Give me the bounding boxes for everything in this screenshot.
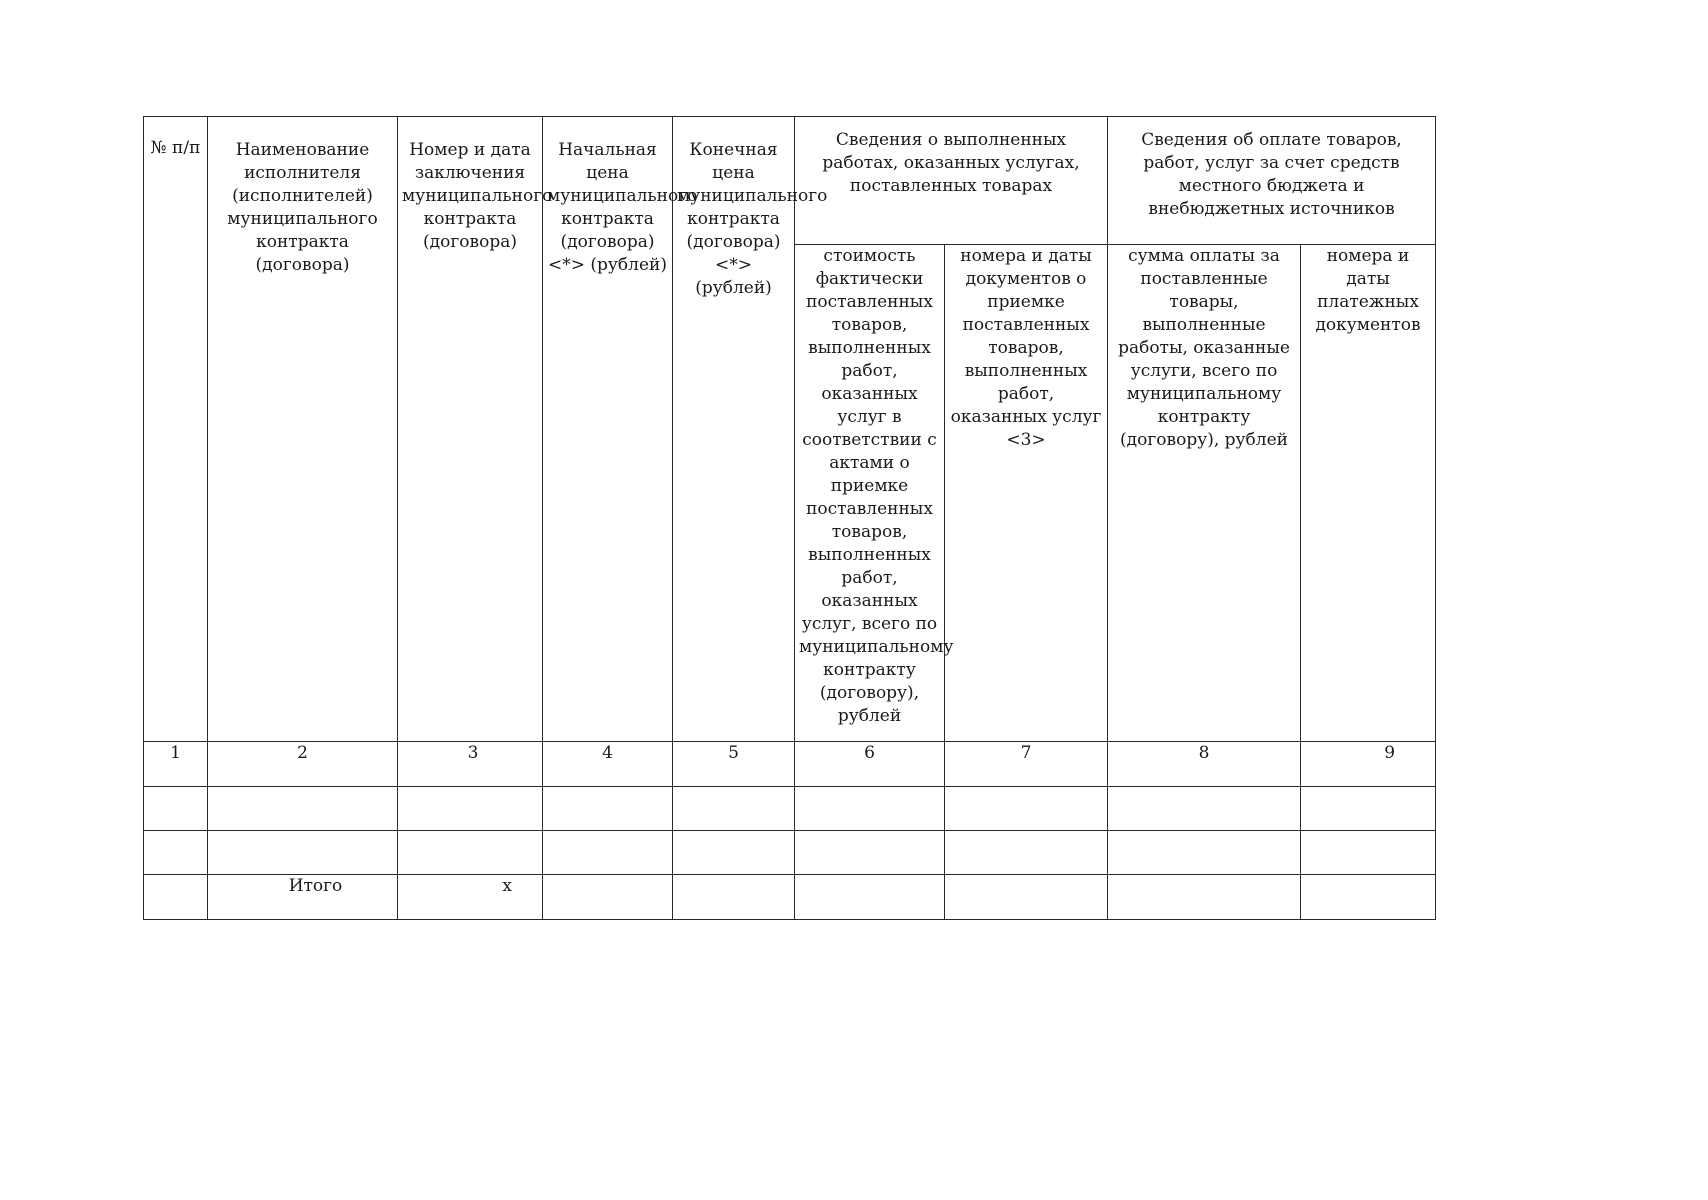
table-cell [144,787,208,831]
table-cell [398,831,543,875]
table-cell [795,875,945,920]
column-number-6: 6 [795,742,945,787]
table-cell [795,787,945,831]
total-label: Итого [208,875,398,920]
header-payment-sum: сумма оплаты за поставленные товары, выполненные работы, оказанные услуги, всего по муниципальному контракту (договору), рублей [1108,245,1301,742]
column-number-9: 9 [1301,742,1436,787]
header-row-1 [144,117,1436,245]
column-number-8: 8 [1108,742,1301,787]
table-cell [1108,875,1301,920]
header-num: № п/п [144,117,208,742]
table-cell [398,787,543,831]
total-row [144,875,1436,920]
table-cell [144,875,208,920]
header-contract-number-date: Номер и дата заключения муниципального контракта (договора) [398,117,543,742]
total-contract-mark: x [398,875,543,920]
table-cell [208,787,398,831]
table-cell [945,831,1108,875]
column-number-1: 1 [144,742,208,787]
header-initial-price: Начальная цена муниципального контракта (договора) <*> (рублей) [543,117,673,742]
header-final-price: Конечная цена муниципального контракта (договора) <*> (рублей) [673,117,795,742]
table-cell [945,875,1108,920]
column-numbers-row [144,742,1436,787]
header-group-payments: Сведения об оплате товаров, работ, услуг за счет средств местного бюджета и внебюджетных источников [1108,117,1436,245]
table-cell [1108,787,1301,831]
table-cell [1301,875,1436,920]
column-number-7: 7 [945,742,1108,787]
table-cell [543,787,673,831]
table-cell [208,831,398,875]
header-group-completed-works: Сведения о выполненных работах, оказанных услугах, поставленных товарах [795,117,1108,245]
header-payment-docs: номера и даты платежных документов [1301,245,1436,742]
column-number-3: 3 [398,742,543,787]
table-cell [673,787,795,831]
table-row [144,787,1436,831]
column-number-5: 5 [673,742,795,787]
table-row [144,831,1436,875]
table-cell [795,831,945,875]
report-table [143,116,1436,920]
table-cell [945,787,1108,831]
table-cell [1108,831,1301,875]
table-cell [543,875,673,920]
table-cell [1301,787,1436,831]
table-cell [673,875,795,920]
column-number-4: 4 [543,742,673,787]
header-actual-cost: стоимость фактически поставленных товаров, выполненных работ, оказанных услуг в соответствии с актами о приемке поставленных товаров, выполненных работ, оказанных услуг, всего по муниципальному контракту (договору), рублей [795,245,945,742]
header-executor: Наименование исполнителя (исполнителей) муниципального контракта (договора) [208,117,398,742]
table-cell [1301,831,1436,875]
column-number-2: 2 [208,742,398,787]
header-acceptance-docs: номера и даты документов о приемке поставленных товаров, выполненных работ, оказанных услуг <3> [945,245,1108,742]
table-cell [543,831,673,875]
table-cell [673,831,795,875]
table-cell [144,831,208,875]
